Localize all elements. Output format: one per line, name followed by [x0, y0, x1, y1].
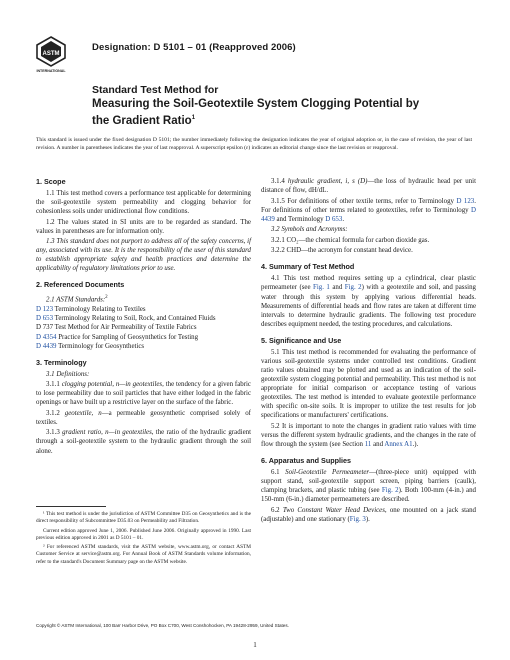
ref-d123: D 123 Terminology Relating to Textiles	[36, 306, 146, 314]
ref-link-d4439[interactable]: D 4439	[36, 342, 57, 350]
ref-d4354: D 4354 Practice for Sampling of Geosynthetics for Testing	[36, 333, 199, 341]
ref-link-section-11[interactable]: 11	[364, 440, 372, 448]
issued-note: This standard is issued under the fixed designation D 5101; the number immediately following the designation indicates the year of original adoption or, in the case of revision, the year of last revision. A number in parentheses indicates the year of last reapproval. A superscript epsilon (ε) indicates an editorial change since the last revision or reapproval.	[36, 137, 472, 151]
para-3-1: 3.1 Definitions:	[46, 370, 90, 378]
para-1-3: 1.3 This standard does not purport to address all of the safety concerns, if any, associated with its use. It is the responsibility of the user of this standard to establish appropriate safety and health practices and determine the applicability of regulatory limitations prior to use.	[36, 238, 251, 273]
para-3-2-2: 3.2.2 CHD—the acronym for constant head device.	[271, 247, 413, 255]
section-heading-referenced-documents: 2. Referenced Documents	[36, 280, 125, 290]
para-3-1-2: 3.1.2 geotextile, n—a permeable geosynthetic comprised solely of textiles.	[36, 409, 251, 426]
title-line-1: Standard Test Method for	[92, 84, 219, 96]
designation: Designation: D 5101 – 01 (Reapproved 2006)	[92, 42, 296, 53]
ref-link-fig2[interactable]: Fig. 2	[344, 284, 362, 292]
ref-link-fig2-b[interactable]: Fig. 2	[381, 486, 399, 494]
para-6-2: 6.2 Two Constant Water Head Devices, one mounted on a jack stand (adjustable) and one stationary (Fig. 3).	[261, 506, 477, 523]
para-3-1-4: 3.1.4 hydraulic gradient, i, s (D)—the loss of hydraulic head per unit distance of flow, dH/dL.	[261, 178, 476, 195]
title-line-3: the Gradient Ratio$^1$	[92, 114, 196, 127]
ref-d653: D 653 Terminology Relating to Soil, Rock, and Contained Fluids	[36, 315, 216, 323]
logo-text: INTERNATIONAL	[36, 69, 66, 73]
footnote-rule	[36, 506, 106, 507]
ref-link-d123-inline[interactable]: D 123	[456, 197, 475, 205]
left-column	[36, 177, 251, 457]
footnote-2: ² For referenced ASTM standards, visit the ASTM website, www.astm.org, or contact ASTM Customer Service at service@astm.org. For Annual Book of ASTM Standards volume information, refer to the standard's Document Summary page on the ASTM website.	[36, 544, 251, 565]
para-6-1: 6.1 Soil-Geotextile Permeameter—(three-piece unit) equipped with support stand, soil-geotextile support screen, piping barriers (caulk), clamping brackets, and plastic tubing (see Fig. 2). Both 100-mm (4-in.) and 150-mm (6-in.) diameter permeameters are described.	[261, 468, 476, 503]
para-3-1-1: 3.1.1 clogging potential, n—in geotextiles, the tendency for a given fabric to lose permeability due to soil particles that have either lodged in the fabric openings or have built up a restrictive layer on the surface of the fabric.	[36, 381, 251, 407]
para-5-2: 5.2 It is important to note the changes in gradient ratio values with time versus the different system hydraulic gradients, and the changes in the rate of flow through the system (see Section 11 and Annex A1.).	[261, 422, 476, 448]
title-line-2: Measuring the Soil-Geotextile System Clogging Potential by	[92, 98, 420, 110]
ref-link-annex-a1[interactable]: Annex A1	[384, 440, 413, 448]
footnote-1: ¹ This test method is under the jurisdiction of ASTM Committee D35 on Geosynthetics and is the direct responsibility of Subcommittee D35.03 on Permeability and Filtration.	[36, 511, 251, 525]
ref-link-fig3[interactable]: Fig. 3	[349, 515, 366, 523]
ref-link-d653-inline[interactable]: D 653	[325, 215, 343, 223]
para-3-1-3: 3.1.3 gradient ratio, n—in geotextiles, the ratio of the hydraulic gradient through a soil-geotextile system to the hydraulic gradient through the soil alone.	[36, 429, 251, 455]
ref-link-fig1[interactable]: Fig. 1	[313, 284, 330, 292]
ref-link-d653[interactable]: D 653	[36, 315, 54, 323]
right-column	[261, 177, 476, 525]
document-title	[92, 84, 482, 128]
footnote-1b: Current edition approved June 1, 2006. Published June 2006. Originally approved in 1990. Last previous edition approved in 2001 as D 5101 – 01.	[36, 527, 251, 541]
para-1-1: 1.1 This test method covers a performance test applicable for determining the soil-geotextile system permeability and clogging behavior for cohesionless soils under unidirectional flow conditions.	[36, 190, 251, 216]
ref-link-d4439-inline[interactable]: D 4439	[261, 206, 476, 223]
ref-d4439: D 4439 Terminology for Geosynthetics	[36, 342, 145, 350]
section-heading-summary: 4. Summary of Test Method	[261, 262, 355, 272]
ref-d737: D 737 Test Method for Air Permeability of Textile Fabrics	[36, 324, 197, 332]
section-heading-apparatus: 6. Apparatus and Supplies	[261, 455, 351, 465]
page-number: 1	[253, 641, 257, 649]
ref-link-d4354[interactable]: D 4354	[36, 333, 57, 341]
copyright-notice: Copyright © ASTM International, 100 Barr Harbor Drive, PO Box C700, West Conshohocken, PA 19428-2959, United States.	[36, 623, 289, 628]
section-heading-significance: 5. Significance and Use	[261, 335, 342, 345]
para-1-2: 1.2 The values stated in SI units are to be regarded as standard. The values in parentheses are for information only.	[36, 218, 251, 235]
astm-logo	[34, 36, 68, 74]
section-heading-scope: 1. Scope	[36, 177, 66, 186]
para-5-1: 5.1 This test method is recommended for evaluating the performance of various soil-geotextile systems under controlled test conditions. Gradient ratio values obtained may be plotted and used as an indication of the soil-geotextile system clogging potential and permeability. This test method is not appropriate for initial comparison or acceptance testing of various geotextiles. The test method is intended to evaluate geotextile performance with specific on-site soils. It is improper to utilize the test results for job specifications or manufacturers' certifications.	[261, 348, 476, 420]
para-2-1: 2.1 ASTM Standards:$^2$	[46, 294, 108, 303]
para-3-1-5: 3.1.5 For definitions of other textile terms, refer to Terminology D 123. For definitions of other terms related to geotextiles, refer to Terminology D 4439 and Terminology D 653.	[261, 197, 476, 223]
svg-text:ASTM: ASTM	[42, 51, 60, 57]
para-3-2: 3.2 Symbols and Acronyms:	[271, 226, 348, 234]
ref-link-d123[interactable]: D 123	[36, 306, 54, 314]
para-4-1: 4.1 This test method requires setting up a cylindrical, clear plastic permeameter (see Fig. 1 and Fig. 2) with a geotextile and soil, and passing water through this system by applying various differential heads. Measurements of differential heads and flow rates are taken at different time intervals to determine hydraulic gradients. The following test procedure describes equipment needed, the testing procedures, and calculations.	[261, 275, 476, 328]
para-3-2-1: 3.2.1 CO₂—the chemical formula for carbon dioxide gas.	[271, 236, 430, 244]
section-heading-terminology: 3. Terminology	[36, 357, 87, 367]
footnotes	[36, 506, 251, 568]
